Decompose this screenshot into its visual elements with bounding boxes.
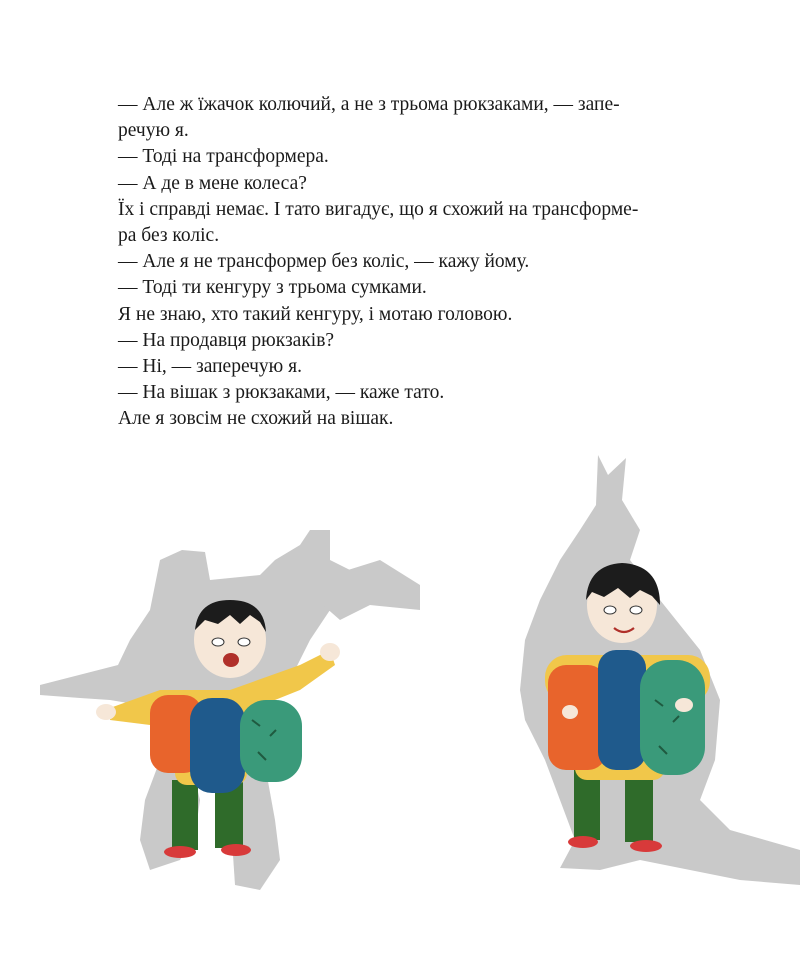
text-line: ра без коліс. — [118, 225, 220, 247]
text-line: — А де в мене колеса? — [118, 172, 307, 194]
text-line: — На вішак з рюкзаками, — каже тато. — [118, 382, 445, 404]
text-line: — Але ж їжачок колючий, а не з трьома рюкзаками, — запе- — [118, 94, 620, 115]
text-line: Я не знаю, хто такий кенгуру, і мотаю головою. — [118, 303, 513, 325]
story-illustration — [0, 440, 800, 964]
text-line: — На продавця рюкзаків? — [118, 329, 335, 351]
story-text — [118, 92, 718, 433]
text-line: Але я зовсім не схожий на вішак. — [118, 408, 394, 430]
text-line: речую я. — [118, 120, 189, 142]
text-line: — Тоді ти кенгуру з трьома сумками. — [118, 277, 427, 299]
text-line: — Але я не трансформер без коліс, — кажу йому. — [118, 251, 530, 273]
text-line: Їх і справді немає. І тато вигадує, що я схожий на трансформе- — [118, 198, 639, 220]
text-line: — Ні, — заперечую я. — [118, 356, 302, 378]
text-line: — Тоді на трансформера. — [118, 146, 329, 168]
